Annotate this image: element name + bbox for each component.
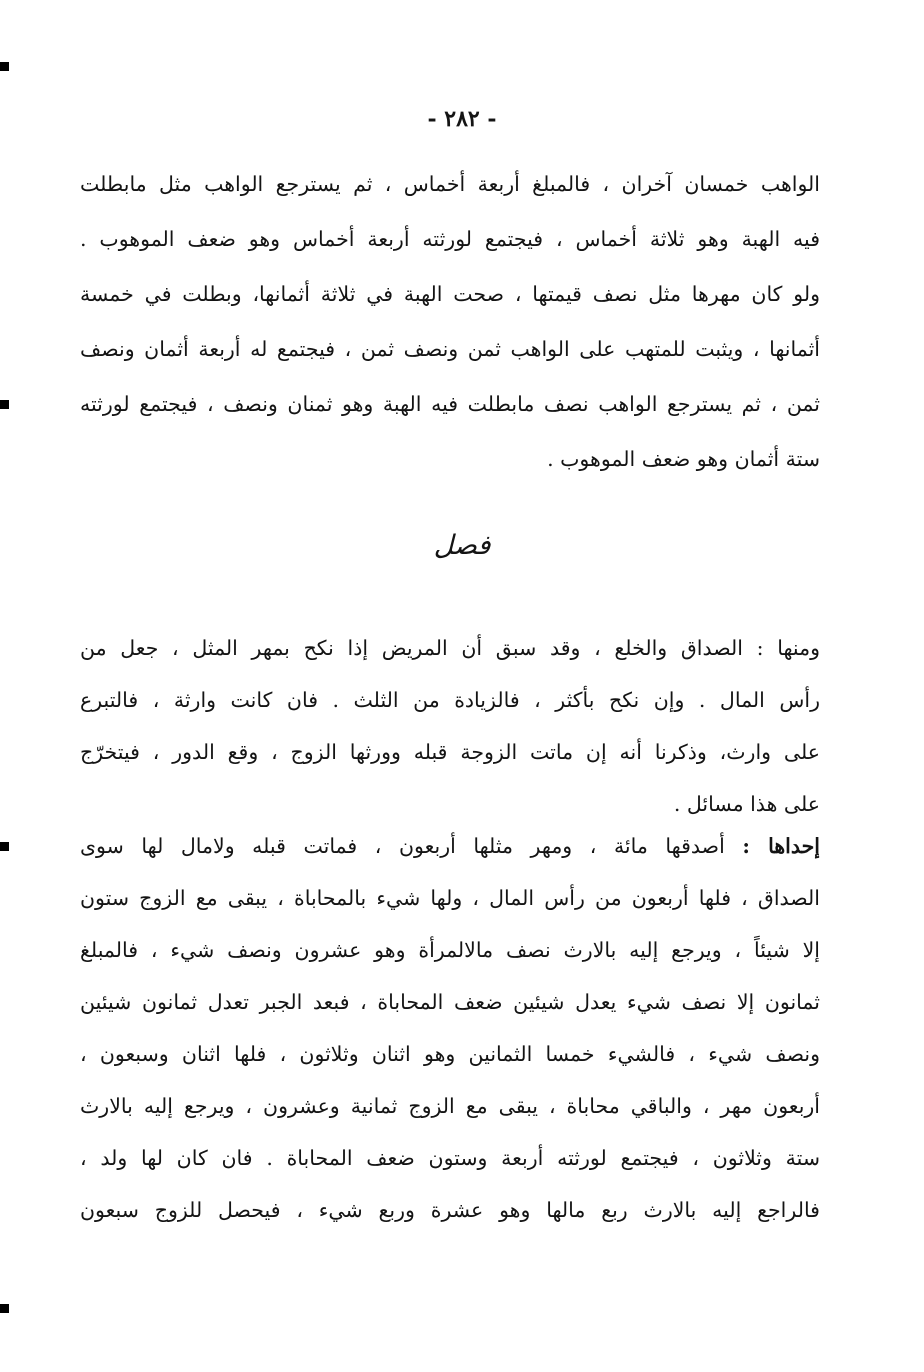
text-line: الواهب خمسان آخران ، فالمبلغ أربعة أخماس ، ثم يسترجع الواهب مثل مابطلت (80, 172, 820, 196)
text-line: أثمانها ، ويثبت للمتهب على الواهب ثمن ونصف ثمن ، فيجتمع له أربعة أثمان ونصف (80, 337, 820, 361)
text-line: ثمن ، ثم يسترجع الواهب نصف مابطلت فيه الهبة وهو ثمنان ونصف ، فيجتمع لورثته (80, 392, 820, 416)
text-line: رأس المال . وإن نكح بأكثر ، فالزيادة من الثلث . فان كانت وارثة ، فالتبرع (80, 688, 820, 712)
text-line: على وارث، وذكرنا أنه إن ماتت الزوجة قبله وورثها الزوج ، وقع الدور ، فيتخرّج (80, 740, 820, 764)
left-edge-mark (0, 62, 9, 71)
text-line: أربعون مهر ، والباقي محاباة ، يبقى مع الزوج ثمانية وعشرون ، ويرجع إليه بالارث (80, 1094, 820, 1118)
paragraph-lead: إحداها : (742, 834, 820, 858)
text-line: ومنها : الصداق والخلع ، وقد سبق أن المريض إذا نكح بمهر المثل ، جعل من (80, 636, 820, 660)
text-line: إلا شيئاً ، ويرجع إليه بالارث نصف مالالمرأة وهو عشرون ونصف شيء ، فالمبلغ (80, 938, 820, 962)
section-title: فصل (433, 530, 491, 561)
left-edge-mark (0, 1304, 9, 1313)
text-line: فيه الهبة وهو ثلاثة أخماس ، فيجتمع لورثته أربعة أخماس وهو ضعف الموهوب . (80, 227, 820, 251)
text-line: على هذا مسائل . (673, 792, 820, 816)
text-line: ثمانون إلا نصف شيء يعدل شيئين ضعف المحاباة ، فبعد الجبر تعدل ثمانون شيئين (80, 990, 820, 1014)
left-edge-mark (0, 400, 9, 409)
text-line: فالراجع إليه بالارث ربع مالها وهو عشرة وربع شيء ، فيحصل للزوج سبعون (80, 1198, 820, 1222)
text-line: ستة أثمان وهو ضعف الموهوب . (547, 447, 820, 471)
page-number: - ٢٨٢ - (427, 106, 497, 132)
text-line (80, 826, 820, 866)
text-line-rest: أصدقها مائة ، ومهر مثلها أربعون ، فماتت قبله ولامال لها سوى (80, 834, 725, 858)
text-line: الصداق ، فلها أربعون من رأس المال ، ولها شيء بالمحاباة ، يبقى مع الزوج ستون (80, 886, 820, 910)
text-line: ولو كان مهرها مثل نصف قيمتها ، صحت الهبة في ثلاثة أثمانها، وبطلت في خمسة (80, 282, 820, 306)
text-line: ونصف شيء ، فالشيء خمسا الثمانين وهو اثنان وثلاثون ، فلها اثنان وسبعون ، (80, 1042, 820, 1066)
text-line: ستة وثلاثون ، فيجتمع لورثته أربعة وستون ضعف المحاباة . فان كان لها ولد ، (80, 1146, 820, 1170)
left-edge-mark (0, 842, 9, 851)
